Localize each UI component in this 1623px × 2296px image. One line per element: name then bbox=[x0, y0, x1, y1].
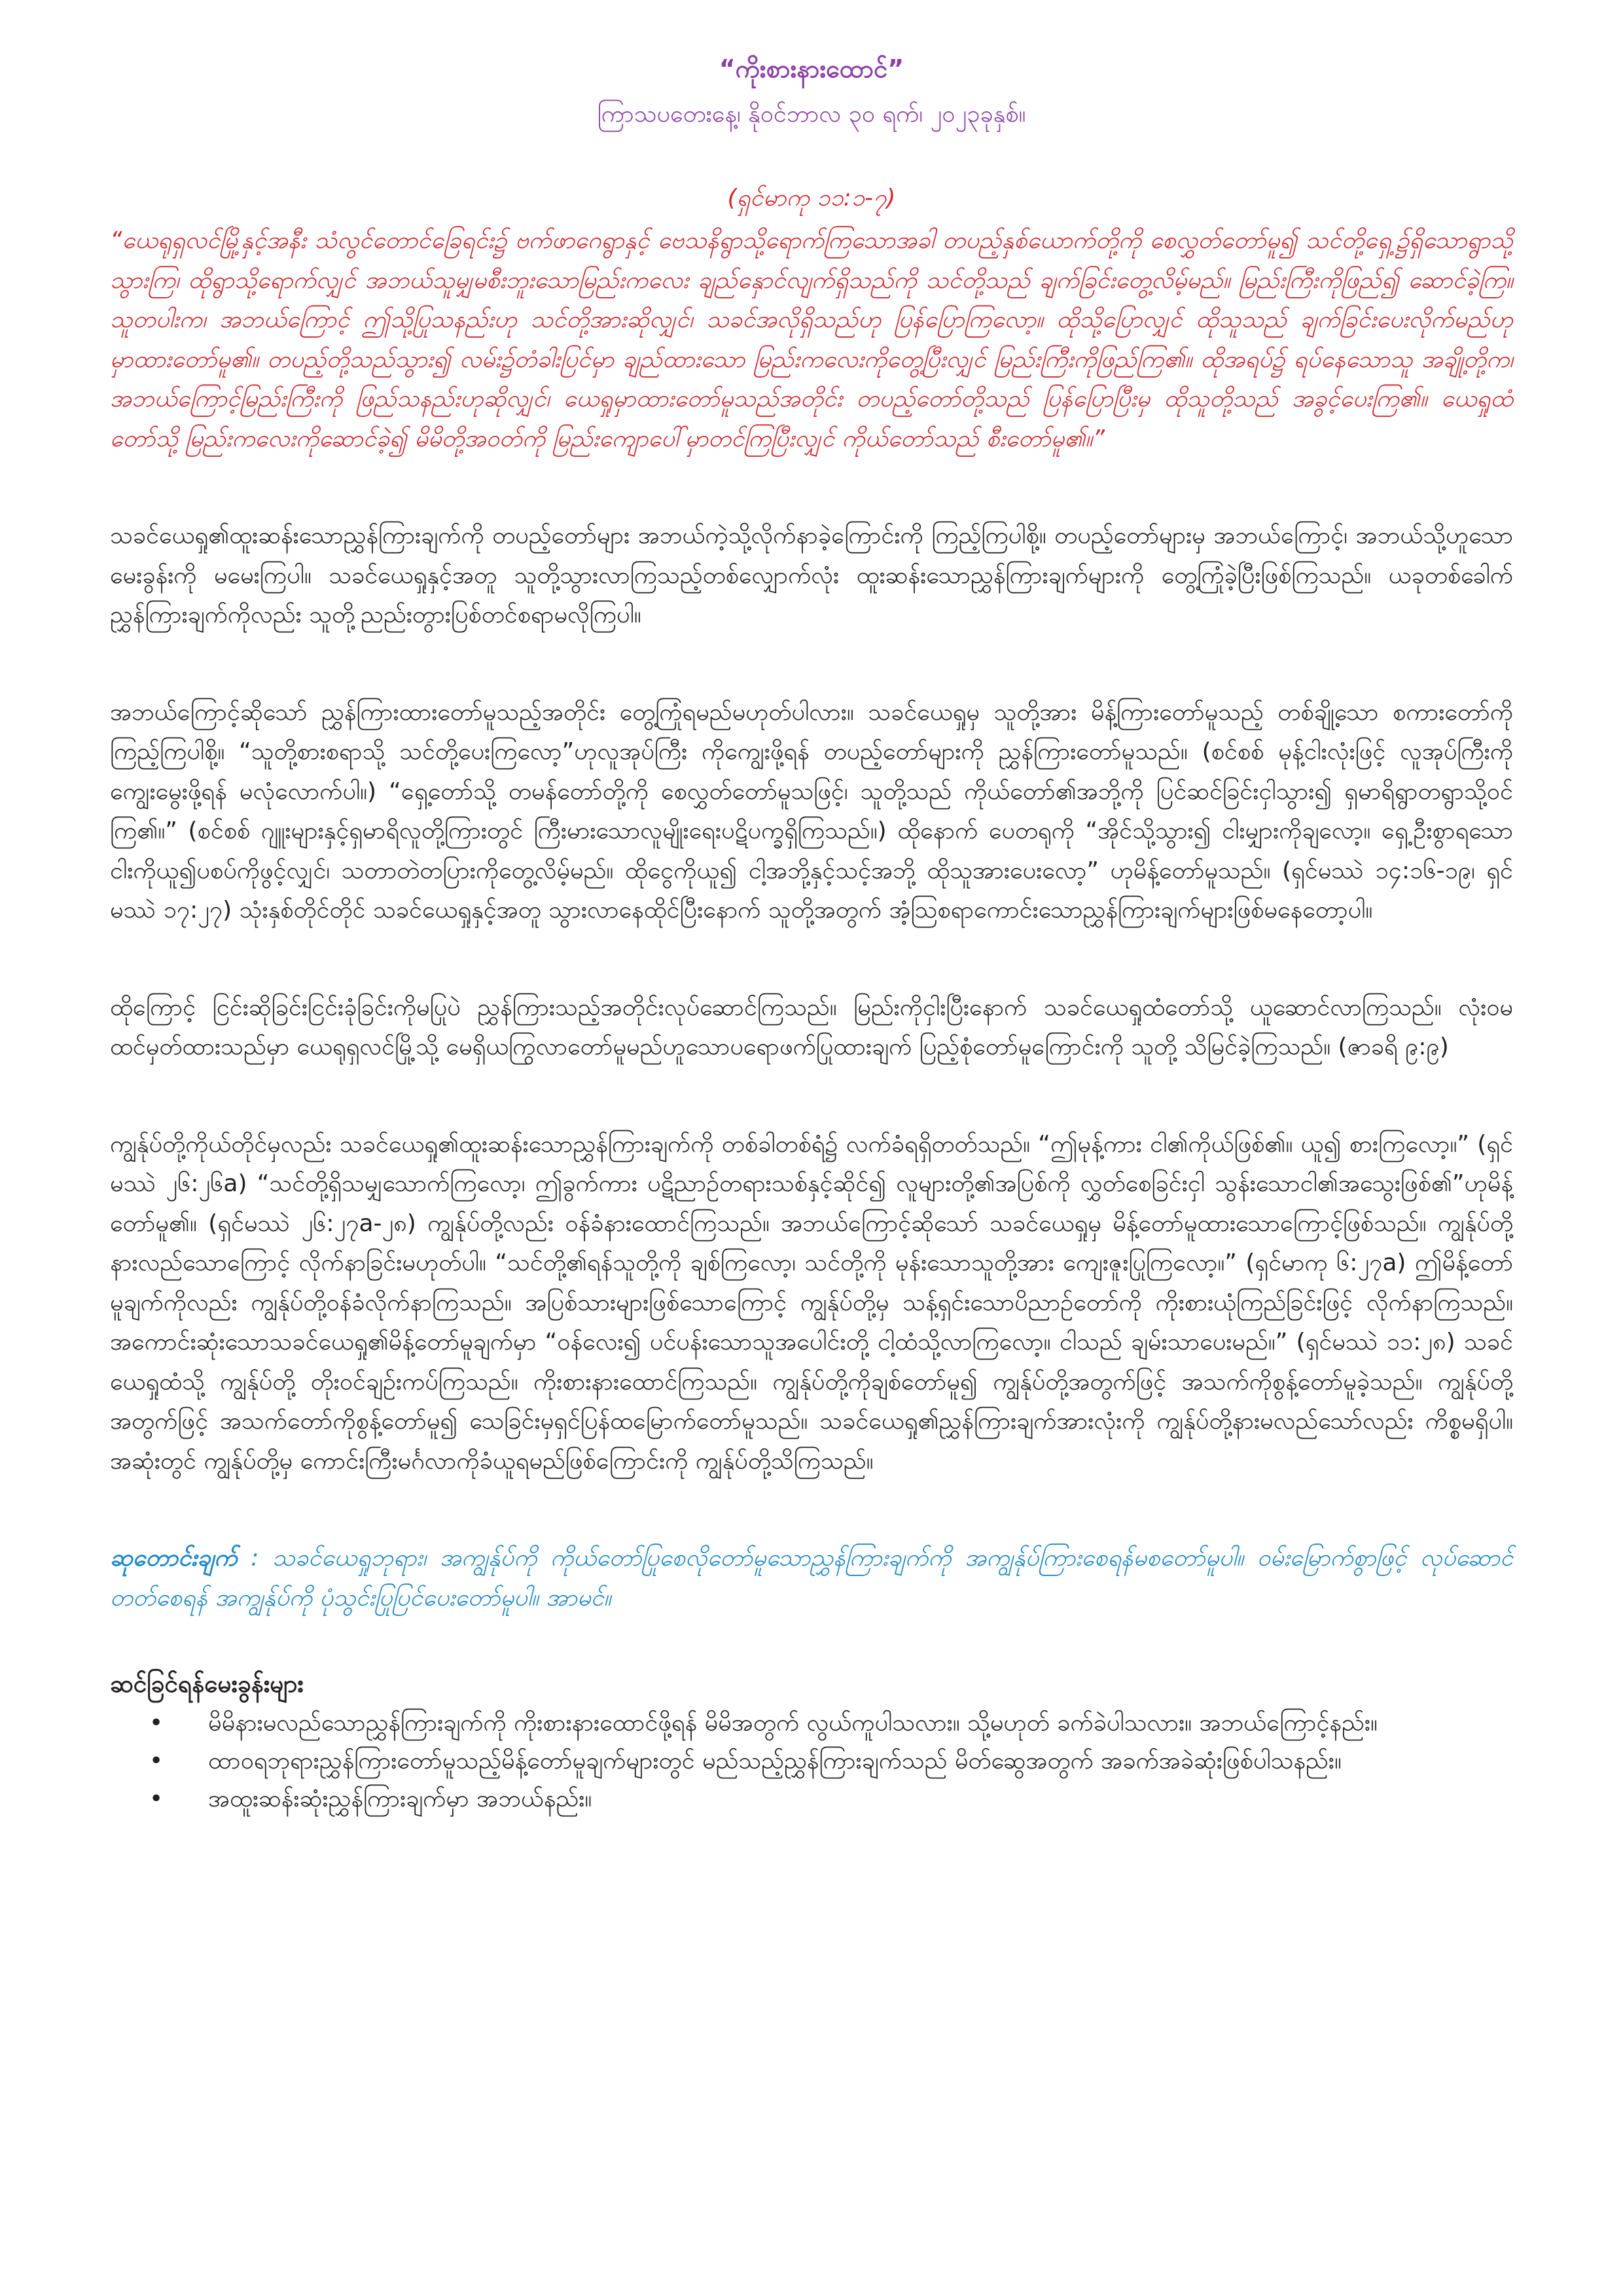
body-paragraph-2: အဘယ်ကြောင့်ဆိုသော် ညွှန်ကြားထားတော်မူသည့်အတိုင်း တွေ့ကြုံရမည်မဟုတ်ပါလား။ သခင်ယေရှုမှ သူတို့အား မိန့်ကြားတော်မူသည့် တစ်ချို့သော စကားတော်ကို ကြည့်ကြပါစို့။ “သူတို့စားစရာသို့ သင်တို့ပေးကြလော့”ဟုလူအုပ်ကြီး ကိုကျွေးဖို့ရန် တပည့်တော်များကို ညွှန်ကြားတော်မူသည်။ (စင်စစ် မုန့်ငါးလုံးဖြင့် လူအုပ်ကြီးကို ကျွေးမွေးဖို့ရန် မလုံလောက်ပါ။) “ရှေ့တော်သို့ တမန်တော်တို့ကို စေလွှတ်တော်မူသဖြင့်၊ သူတို့သည် ကိုယ်တော်၏အဘို့ကို ပြင်ဆင်ခြင်းငှါသွား၍ ရှမာရိရွာတရွာသို့ဝင်ကြ၏။” (စင်စစ် ဂျူးများနှင့်ရှမာရိလူတို့ကြားတွင် ကြီးမားသောလူမျိုးရေးပဋိပက္ခရှိကြသည်။) ထိုနောက် ပေတရုကို “အိုင်သို့သွား၍ ငါးမျှားကိုချလော့။ ရှေ့ဦးစွာရသော ငါးကိုယူ၍ပစပ်ကိုဖွင့်လျှင်၊ သတာတဲတပြားကိုတွေ့လိမ့်မည်။ ထိုငွေကိုယူ၍ ငါ့အဘို့နှင့်သင့်အဘို့ ထိုသူအားပေးလော့” ဟုမိန့်တော်မူသည်။ (ရှင်မဿဲ ၁၄:၁၆-၁၉၊ ရှင်မဿဲ ၁၇:၂၇) သုံးနှစ်တိုင်တိုင် သခင်ယေရှုနှင့်အတူ သွားလာနေထိုင်ပြီးနောက် သူတို့အတွက် အံ့သြစရာကောင်းသောညွှန်ကြားချက်များဖြစ်မနေတော့ပါ။ bbox=[110, 698, 1513, 924]
discussion-item bbox=[149, 1780, 1513, 1818]
devotional-page bbox=[110, 39, 1513, 1818]
prayer-text: သခင်ယေရှုဘုရား၊ အကျွန်ုပ်ကို ကိုယ်တော်ပြုစေလိုတော်မူသောညွှန်ကြားချက်ကို အကျွန်ုပ်ကြားစေရန်မစတော်မူပါ။ ဝမ်းမြောက်စွာဖြင့် လုပ်ဆောင်တတ်စေရန် အကျွန်ုပ်ကို ပုံသွင်းပြုပြင်ပေးတော်မူပါ။ အာမင်။ bbox=[110, 1545, 1514, 1611]
scripture-text: “ယေရုရှလင်မြို့နှင့်အနီး သံလွင်တောင်ခြေရင်း၌ ဗက်ဖာဂေရွာနှင့် ဗေသနိရွာသို့ရောက်ကြသောအခါ တပည့်နှစ်ယောက်တို့ကို စေလွှတ်တော်မူ၍ သင်တို့ရှေ့၌ရှိသောရွာသို့သွားကြ၊ ထိုရွာသို့ရောက်လျှင် အဘယ်သူမျှမစီးဘူးသောမြည်းကလေး ချည်နှောင်လျက်ရှိသည်ကို သင်တို့သည် ချက်ခြင်းတွေ့လိမ့်မည်။ မြည်းကြီးကိုဖြည်၍ ဆောင်ခဲ့ကြ။ သူတပါးက၊ အဘယ်ကြောင့် ဤသို့ပြုသနည်းဟု သင်တို့အားဆိုလျှင်၊ သခင်အလိုရှိသည်ဟု ပြန်ပြောကြလော့။ ထိုသို့ပြောလျှင် ထိုသူသည် ချက်ခြင်းပေးလိုက်မည်ဟု မှာထားတော်မူ၏။ တပည့်တို့သည်သွား၍ လမ်း၌တံခါးပြင်မှာ ချည်ထားသော မြည်းကလေးကိုတွေ့ပြီးလျှင် မြည်းကြီးကိုဖြည်ကြ၏။ ထိုအရပ်၌ ရပ်နေသောသူ အချို့တို့က၊ အဘယ်ကြောင့်မြည်းကြီးကို ဖြည်သနည်းဟုဆိုလျှင်၊ ယေရှုမှာထားတော်မူသည်အတိုင်း တပည့်တော်တို့သည် ပြန်ပြောပြီးမှ ထိုသူတို့သည် အခွင့်ပေးကြ၏။ ယေရှုထံတော်သို့ မြည်းကလေးကိုဆောင်ခဲ့၍ မိမိတို့အဝတ်ကို မြည်းကျောပေါ်မှာတင်ကြပြီးလျှင် ကိုယ်တော်သည် စီးတော်မူ၏။” bbox=[110, 227, 1513, 452]
discussion-item bbox=[149, 1704, 1513, 1742]
discussion-item-text: အထူးဆန်းဆုံးညွှန်ကြားချက်မှာ အဘယ်နည်း။ bbox=[208, 1785, 592, 1812]
discussion-item-text: မိမိနားမလည်သောညွှန်ကြားချက်ကို ကိုးစားနားထောင်ဖို့ရန် မိမိအတွက် လွယ်ကူပါသလား။ သို့မဟုတ် ခက်ခဲပါသလား။ အဘယ်ကြောင့်နည်း။ bbox=[208, 1710, 1378, 1736]
body-paragraph-4: ကျွန်ုပ်တို့ကိုယ်တိုင်မှလည်း သခင်ယေရှု၏ထူးဆန်းသောညွှန်ကြားချက်ကို တစ်ခါတစ်ရံ၌ လက်ခံရရှိတတ်သည်။ “ဤမုန့်ကား ငါ၏ကိုယ်ဖြစ်၏။ ယူ၍ စားကြလော့။” (ရှင်မဿဲ ၂၆:၂၆a) “သင်တို့ရှိသမျှသောက်ကြလော့၊ ဤခွက်ကား ပဋိညာဉ်တရားသစ်နှင့်ဆိုင်၍ လူများတို့၏အပြစ်ကို လွှတ်စေခြင်းငှါ သွန်းသောငါ၏အသွေးဖြစ်၏”ဟုမိန့်တော်မူ၏။ (ရှင်မဿဲ ၂၆:၂၇a-၂၈) ကျွန်ုပ်တို့လည်း ဝန်ခံနားထောင်ကြသည်။ အဘယ်ကြောင့်ဆိုသော် သခင်ယေရှုမှ မိန့်တော်မူထားသောကြောင့်ဖြစ်သည်။ ကျွန်ုပ်တို့နားလည်သောကြောင့် လိုက်နာခြင်းမဟုတ်ပါ။ “သင်တို့၏ရန်သူတို့ကို ချစ်ကြလော့၊ သင်တို့ကို မုန်းသောသူတို့အား ကျေးဇူးပြုကြလော့။” (ရှင်မာကု ၆:၂၇a) ဤမိန့်တော်မူချက်ကိုလည်း ကျွန်ုပ်တို့ဝန်ခံလိုက်နာကြသည်။ အပြစ်သားများဖြစ်သောကြောင့် ကျွန်ုပ်တို့မှ သန့်ရှင်းသောပိညာဉ်တော်ကို ကိုးစားယုံကြည်ခြင်းဖြင့် လိုက်နာကြသည်။ အကောင်းဆုံးသောသခင်ယေရှု၏မိန့်တော်မူချက်မှာ “ဝန်လေး၍ ပင်ပန်းသောသူအပေါင်းတို့ ငါ့ထံသို့လာကြလော့။ ငါသည် ချမ်းသာပေးမည်။” (ရှင်မဿဲ ၁၁:၂၈) သခင်ယေရှုထံသို့ ကျွန်ုပ်တို့ တိုးဝင်ချဉ်းကပ်ကြသည်။ ကိုးစားနားထောင်ကြသည်။ ကျွန်ုပ်တို့ကိုချစ်တော်မူ၍ ကျွန်ုပ်တို့အတွက်ဖြင့် အသက်ကိုစွန့်တော်မူခဲ့သည်။ ကျွန်ုပ်တို့အတွက်ဖြင့် အသက်တော်ကိုစွန့်တော်မူ၍ သေခြင်းမှရှင်ပြန်ထမြောက်တော်မူသည်။ သခင်ယေရှု၏ညွှန်ကြားချက်အားလုံးကို ကျွန်ုပ်တို့နားမလည်သော်လည်း ကိစ္စမရှိပါ။ အဆုံးတွင် ကျွန်ုပ်တို့မှ ကောင်းကြီးမင်္ဂလာကိုခံယူရမည်ဖြစ်ကြောင်းကို ကျွန်ုပ်တို့သိကြသည်။ bbox=[110, 1130, 1513, 1475]
scripture-reference: (ရှင်မာကု ၁၁:၁-၇) bbox=[727, 185, 896, 211]
devotion-title: “ကိုးစားနားထောင်” bbox=[719, 54, 904, 83]
bullet-icon: • bbox=[149, 1710, 164, 1736]
body-paragraph-3: ထိုကြောင့် ငြင်းဆိုခြင်းငြင်းခုံခြင်းကိုမပြုပဲ ညွှန်ကြားသည့်အတိုင်းလုပ်ဆောင်ကြသည်။ မြည်းကိုငှါးပြီးနောက် သခင်ယေရှုထံတော်သို့ ယူဆောင်လာကြသည်။ လုံးဝမထင်မှတ်ထားသည်မှာ ယေရုရှလင်မြို့သို့ မေရှိယကြွလာတော်မူမည်ဟူသောပရောဖက်ပြုထားချက် ပြည့်စုံတော်မူကြောင်းကို သူတို့ သိမြင်ခဲ့ကြသည်။ (ဇာခရိ ၉:၉) bbox=[110, 994, 1513, 1060]
prayer-label: ဆုတောင်းချက် bbox=[110, 1545, 238, 1571]
bullet-icon: • bbox=[149, 1748, 164, 1774]
discussion-list bbox=[110, 1704, 1513, 1818]
bullet-icon: • bbox=[149, 1785, 164, 1812]
prayer-block bbox=[110, 1539, 1513, 1618]
discussion-item-text: ထာဝရဘုရားညွှန်ကြားတော်မူသည့်မိန့်တော်မူချက်များတွင် မည်သည့်ညွှန်ကြားချက်သည် မိတ်ဆွေအတွက် အခက်အခဲဆုံးဖြစ်ပါသနည်း။ bbox=[208, 1748, 1342, 1774]
body-paragraph-1: သခင်ယေရှု၏ထူးဆန်းသောညွှန်ကြားချက်ကို တပည့်တော်များ အဘယ်ကဲ့သို့လိုက်နာခဲ့ကြောင်းကို ကြည့်ကြပါစို့။ တပည့်တော်များမှ အဘယ်ကြောင့်၊ အဘယ်သို့ဟူသောမေးခွန်းကို မမေးကြပါ။ သခင်ယေရှုနှင့်အတူ သူတို့သွားလာကြသည့်တစ်လျှောက်လုံး ထူးဆန်းသောညွှန်ကြားချက်များကို တွေ့ကြုံခဲ့ပြီးဖြစ်ကြသည်။ ယခုတစ်ခေါက်ညွှန်ကြားချက်ကိုလည်း သူတို့ညည်းတွားပြစ်တင်စရာမလိုကြပါ။ bbox=[110, 522, 1513, 628]
devotion-date: ကြာသပတေးနေ့၊ နိုဝင်ဘာလ ၃၀ ရက်၊ ၂၀၂၃ခုနှစ်။ bbox=[597, 101, 1026, 128]
discussion-item bbox=[149, 1742, 1513, 1780]
prayer-separator: : bbox=[237, 1545, 273, 1571]
discussion-heading: ဆင်ခြင်ရန်မေးခွန်းများ bbox=[110, 1670, 304, 1698]
